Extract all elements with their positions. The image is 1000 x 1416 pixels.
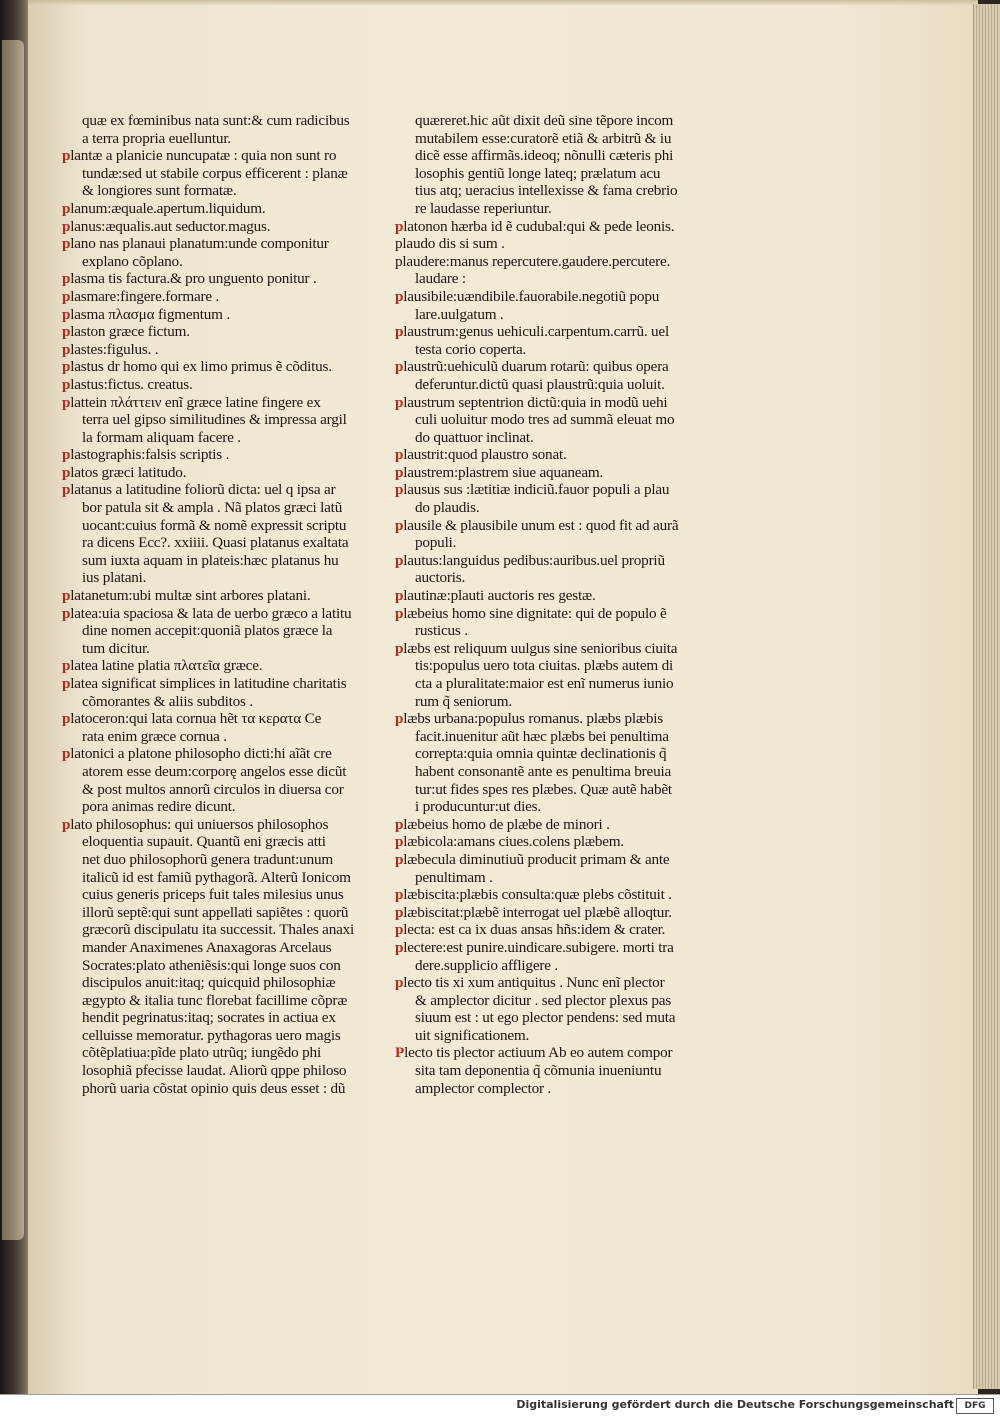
text-line: [395, 640, 755, 658]
line-text: latea:uia spaciosa & lata de uerbo græco a latitu: [70, 604, 352, 622]
line-text: laustrit:quod plaustro sonat.: [403, 446, 567, 464]
line-text: culi uoluitur modo tres ad summã eleuat mo: [415, 411, 675, 429]
rubricated-initial: P: [395, 1044, 405, 1062]
rubricated-initial: p: [395, 463, 404, 481]
line-text: lausus sus :lætitiæ indiciũ.fauor populi a plau: [403, 481, 670, 499]
rubricated-initial: p: [395, 710, 404, 728]
text-line: [395, 182, 755, 200]
line-text: rata enim græce cornua .: [82, 727, 227, 745]
rubricated-initial: p: [62, 358, 71, 376]
line-text: læbicola:amans ciues.colens plæbem.: [403, 833, 625, 851]
text-line: [62, 605, 417, 623]
text-line: [395, 798, 755, 816]
line-text: lasmare:fingere.formare .: [70, 287, 220, 305]
line-text: latea latine platia πλατεῖα græce.: [70, 657, 263, 675]
rubricated-initial: p: [62, 587, 71, 605]
line-text: la formam aliquam facere .: [82, 428, 241, 446]
line-text: cta a pluralitate:maior est enĩ numerus iunio: [415, 675, 674, 692]
text-line: [395, 323, 755, 341]
text-line: [62, 552, 417, 570]
line-text: lautinæ:plauti auctoris res gestæ.: [403, 587, 596, 605]
line-text: lausile & plausibile unum est : quod fit ad aurã: [403, 516, 679, 534]
text-line: [395, 728, 755, 746]
text-line: [395, 657, 755, 675]
line-text: lasma tis factura.& pro unguento ponitur .: [70, 270, 317, 288]
line-text: laudare :: [415, 270, 466, 288]
line-text: ægypto & italia tunc florebat facillime cõpræ: [82, 991, 348, 1009]
text-line: [395, 147, 755, 165]
text-line: [62, 464, 417, 482]
text-line: [62, 112, 417, 130]
line-text: laustrum:genus uehiculi.carpentum.carrũ. uel: [403, 323, 669, 341]
text-line: [395, 165, 755, 183]
line-text: facit.inuenitur aũt hæc plæbs bei penultima: [415, 727, 669, 745]
text-line: [395, 517, 755, 535]
text-line: [395, 218, 755, 236]
line-text: hendit pegrinatus:itaq; socrates in actiua ex: [82, 1009, 336, 1027]
text-line: [62, 165, 417, 183]
text-line: [395, 869, 755, 887]
line-text: plaudere:manus repercutere.gaudere.percutere.: [395, 252, 671, 270]
text-line: [395, 306, 755, 324]
line-text: terra uel gipso similitudines & impressa argil: [82, 411, 347, 429]
line-text: auctoris.: [415, 569, 466, 587]
rubricated-initial: p: [395, 393, 404, 411]
text-line: [395, 781, 755, 799]
line-text: tius atq; ueracius intellexisse & fama crebrio: [415, 182, 678, 200]
text-line: [62, 939, 417, 957]
text-line: [395, 710, 755, 728]
text-line: [395, 851, 755, 869]
line-text: lato philosophus: qui uniuersos philosophos: [70, 815, 329, 833]
line-text: latea significat simplices in latitudine charitatis: [70, 675, 347, 692]
line-text: dere.supplicio affligere .: [415, 956, 558, 974]
line-text: testa corio coperta.: [415, 340, 527, 358]
line-text: latonici a platone philosopho dicti:hi aĩãt cre: [70, 745, 332, 763]
line-text: ra dicens Ecc?. xxiiii. Quasi platanus exaltata: [82, 534, 349, 552]
line-text: rusticus .: [415, 622, 468, 640]
rubricated-initial: p: [395, 639, 404, 657]
text-line: [62, 833, 417, 851]
text-line: [395, 534, 755, 552]
rubricated-initial: p: [395, 446, 404, 464]
line-text: latanetum:ubi multæ sint arbores platani.: [70, 587, 311, 605]
line-text: dine nomen accepit:quoniã platos græce la: [82, 622, 333, 640]
text-line: [62, 657, 417, 675]
line-text: græcorũ discipulatu ita successit. Thales anaxi: [82, 921, 355, 939]
text-line: [395, 675, 755, 693]
text-line: [62, 1044, 417, 1062]
line-text: laustrum septentrion dictũ:quia in modũ uehi: [403, 393, 668, 411]
line-text: lanus:æqualis.aut seductor.magus.: [70, 217, 271, 235]
rubricated-initial: p: [62, 323, 71, 341]
text-line: [62, 394, 417, 412]
text-line: [395, 763, 755, 781]
line-text: lastes:figulus. .: [70, 340, 159, 358]
text-line: [395, 446, 755, 464]
rubricated-initial: p: [62, 270, 71, 288]
text-line: [62, 1009, 417, 1027]
line-text: læbs urbana:populus romanus. plæbs plæbis: [403, 710, 663, 728]
text-line: [62, 816, 417, 834]
line-text: tis:populus uero tota ciuitas. plæbs autem di: [415, 657, 674, 675]
line-text: celluisse memoratur. pythagoras uero magis: [82, 1026, 341, 1044]
line-text: lecto tis xi xum antiquitus . Nunc enĩ plector: [403, 974, 665, 992]
rubricated-initial: p: [62, 604, 71, 622]
right-text-column: [395, 112, 755, 1097]
text-line: [395, 130, 755, 148]
line-text: italicũ id est famiũ pythagorã. Alterũ Ionicom: [82, 868, 351, 886]
text-line: [62, 693, 417, 711]
line-text: cõtẽplatiua:pĩde plato utrũq; iungẽdo phi: [82, 1044, 321, 1062]
line-text: bor patula sit & ampla . Nã platos græci latũ: [82, 499, 343, 517]
text-line: [395, 235, 755, 253]
line-text: læbeius homo de plæbe de minori .: [403, 815, 610, 833]
line-text: læbs est reliquum uulgus sine senioribus ciuita: [403, 639, 678, 657]
text-line: [62, 1027, 417, 1045]
text-line: [62, 974, 417, 992]
text-line: [395, 693, 755, 711]
line-text: net duo philosophorũ genera tradunt:unum: [82, 850, 333, 868]
text-line: [395, 429, 755, 447]
rubricated-initial: p: [62, 199, 71, 217]
text-line: [62, 798, 417, 816]
line-text: lastus:fictus. creatus.: [70, 375, 193, 393]
text-line: [62, 534, 417, 552]
text-line: [62, 446, 417, 464]
line-text: plaudo dis si sum .: [395, 235, 505, 253]
line-text: losophiã pfecisse laudat. Aliorũ qppe philoso: [82, 1062, 347, 1080]
rubricated-initial: p: [395, 358, 404, 376]
text-line: [62, 429, 417, 447]
line-text: re laudasse reperiuntur.: [415, 199, 552, 217]
text-line: [395, 904, 755, 922]
text-line: [395, 1027, 755, 1045]
line-text: explano cõplano.: [82, 252, 183, 270]
text-line: [62, 323, 417, 341]
rubricated-initial: p: [62, 481, 71, 499]
line-text: Socrates:plato atheniẽsis:qui longe suos con: [82, 956, 341, 974]
line-text: læbiscita:plæbis consulta:quæ plebs cõstituit .: [403, 886, 672, 904]
text-line: [395, 1044, 755, 1062]
text-line: [395, 200, 755, 218]
text-line: [62, 341, 417, 359]
line-text: phorũ uaria cõstat opinio quis deus esset : dũ: [82, 1079, 346, 1097]
line-text: lantæ a planicie nuncupatæ : quia non sunt ro: [70, 147, 337, 165]
line-text: laustrũ:uehiculũ duarum rotarũ: quibus opera: [403, 358, 669, 376]
rubricated-initial: p: [395, 974, 404, 992]
text-line: [395, 341, 755, 359]
text-line: [395, 992, 755, 1010]
line-text: læbecula diminutiuũ producit primam & ante: [403, 850, 670, 868]
text-line: [395, 1080, 755, 1098]
line-text: lausibile:uændibile.fauorabile.negotiũ popu: [403, 287, 660, 305]
rubricated-initial: p: [395, 551, 404, 569]
text-line: [62, 675, 417, 693]
text-line: [395, 605, 755, 623]
text-line: [395, 974, 755, 992]
text-line: [62, 640, 417, 658]
line-text: losophis gentiũ longe lateq; prælatum acu: [415, 164, 661, 182]
line-text: & post multos annorũ circulos in diuersa cor: [82, 780, 344, 798]
line-text: penultimam .: [415, 868, 493, 886]
line-text: tur:ut fides spes res plæbes. Quæ autẽ habẽt: [415, 780, 672, 798]
rubricated-initial: p: [62, 657, 71, 675]
text-line: [62, 957, 417, 975]
text-line: [395, 1009, 755, 1027]
line-text: lare.uulgatum .: [415, 305, 504, 323]
line-text: tundæ:sed ut stabile corpus efficerent : planæ: [82, 164, 348, 182]
text-line: [62, 569, 417, 587]
text-line: [395, 622, 755, 640]
line-text: laston græce fictum.: [70, 323, 190, 341]
text-line: [395, 816, 755, 834]
text-line: [62, 851, 417, 869]
line-text: populi.: [415, 534, 457, 552]
text-line: [395, 886, 755, 904]
text-line: [62, 763, 417, 781]
text-line: [395, 411, 755, 429]
text-line: [62, 358, 417, 376]
rubricated-initial: p: [395, 903, 404, 921]
line-text: latanus a latitudine foliorũ dicta: uel q ipsa ar: [70, 481, 336, 499]
line-text: a terra propria euelluntur.: [82, 129, 231, 147]
text-line: [62, 1062, 417, 1080]
text-line: [395, 552, 755, 570]
text-line: [62, 781, 417, 799]
text-line: [62, 869, 417, 887]
line-text: ius platani.: [82, 569, 147, 587]
text-line: [62, 182, 417, 200]
text-line: [62, 200, 417, 218]
text-line: [62, 517, 417, 535]
text-line: [62, 288, 417, 306]
rubricated-initial: p: [395, 886, 404, 904]
line-text: do quattuor inclinat.: [415, 428, 534, 446]
line-text: lasma πλασμα figmentum .: [70, 305, 230, 323]
line-text: tum dicitur.: [82, 639, 150, 657]
text-line: [395, 569, 755, 587]
line-text: læbeius homo sine dignitate: qui de populo ẽ: [403, 604, 667, 622]
rubricated-initial: p: [62, 147, 71, 165]
line-text: sita tam deponentia q̃ cõmunia inueniuntu: [415, 1062, 662, 1080]
rubricated-initial: p: [395, 833, 404, 851]
rubricated-initial: p: [62, 235, 71, 253]
line-text: lattein πλάττειν enĩ græce latine fingere ex: [70, 393, 321, 411]
line-text: siuum est : ut ego plector pendens: sed muta: [415, 1009, 676, 1027]
rubricated-initial: p: [62, 305, 71, 323]
text-line: [395, 833, 755, 851]
text-line: [62, 904, 417, 922]
rubricated-initial: p: [395, 516, 404, 534]
page-top-shadow: [28, 0, 978, 6]
line-text: quæ ex fœminibus nata sunt:& cum radicibus: [82, 112, 350, 129]
line-text: lastographis:falsis scriptis .: [70, 446, 230, 464]
line-text: quæreret.hic aũt dixit deũ sine tẽpore incom: [415, 112, 674, 129]
left-text-column: [62, 112, 417, 1097]
rubricated-initial: p: [395, 921, 404, 939]
line-text: i producuntur:ut dies.: [415, 798, 541, 816]
text-line: [395, 745, 755, 763]
rubricated-initial: p: [395, 604, 404, 622]
rubricated-initial: p: [62, 287, 71, 305]
line-text: lecta: est ca ix duas ansas hñs:idem & crater.: [403, 921, 666, 939]
rubricated-initial: p: [62, 393, 71, 411]
line-text: lanum:æquale.apertum.liquidum.: [70, 199, 266, 217]
line-text: rum q̃ seniorum.: [415, 692, 512, 710]
text-line: [62, 622, 417, 640]
rubricated-initial: p: [395, 287, 404, 305]
rubricated-initial: p: [62, 745, 71, 763]
rubricated-initial: p: [395, 217, 404, 235]
line-text: mander Anaximenes Anaxagoras Arcelaus: [82, 938, 332, 956]
line-text: illorũ septẽ:qui sunt appellati sapiẽtes : quorũ: [82, 903, 349, 921]
funding-credit: Digitalisierung gefördert durch die Deutsche Forschungsgemeinschaft: [516, 1398, 954, 1411]
rubricated-initial: p: [62, 463, 71, 481]
text-line: [395, 587, 755, 605]
rubricated-initial: p: [395, 850, 404, 868]
line-text: lectere:est punire.uindicare.subigere. morti tra: [403, 938, 674, 956]
line-text: correpta:quia omnia quintæ declinationis q̃: [415, 745, 667, 763]
line-text: laustrem:plastrem siue aquaneam.: [403, 463, 604, 481]
line-text: læbiscitat:plæbẽ interrogat uel plæbẽ alloqtur.: [403, 903, 672, 921]
text-line: [62, 1080, 417, 1098]
line-text: sum iuxta aquam in plateis:hæc platanus hu: [82, 551, 339, 569]
line-text: dicẽ esse affirmãs.ideoq; nõnulli cæteris phi: [415, 147, 674, 165]
line-text: amplector complector .: [415, 1079, 552, 1097]
text-line: [62, 130, 417, 148]
rubricated-initial: p: [62, 675, 71, 692]
rubricated-initial: p: [395, 938, 404, 956]
text-line: [395, 253, 755, 271]
text-line: [62, 481, 417, 499]
rubricated-initial: p: [62, 815, 71, 833]
text-line: [62, 921, 417, 939]
line-text: latonon hærba id ẽ cudubal:qui & pede leonis.: [403, 217, 675, 235]
text-line: [395, 1062, 755, 1080]
line-text: uit significationem.: [415, 1026, 530, 1044]
text-line: [395, 112, 755, 130]
text-line: [62, 411, 417, 429]
line-text: lano nas planaui planatum:unde componitur: [70, 235, 329, 253]
rubricated-initial: p: [395, 815, 404, 833]
previous-page-edge: [2, 40, 24, 1240]
text-line: [62, 306, 417, 324]
line-text: atorem esse deum:corporę angelos esse dicũt: [82, 762, 347, 780]
line-text: pora animas redire dicunt.: [82, 798, 236, 816]
line-text: do plaudis.: [415, 499, 480, 517]
text-line: [62, 218, 417, 236]
page-stack-edges: [973, 4, 1000, 1389]
line-text: mutabilem esse:curatorẽ etiã & arbitrũ & iu: [415, 129, 672, 147]
line-text: & amplector dicitur . sed plector plexus pas: [415, 991, 672, 1009]
text-line: [395, 464, 755, 482]
text-line: [395, 358, 755, 376]
text-line: [62, 992, 417, 1010]
text-line: [395, 939, 755, 957]
line-text: deferuntur.dictũ quasi plaustrũ:quia uoluit.: [415, 375, 665, 393]
line-text: & longiores sunt formatæ.: [82, 182, 237, 200]
line-text: latos græci latitudo.: [70, 463, 187, 481]
line-text: cõmorantes & aliis subditos .: [82, 692, 253, 710]
rubricated-initial: p: [395, 587, 404, 605]
text-line: [62, 587, 417, 605]
text-line: [62, 499, 417, 517]
text-line: [395, 270, 755, 288]
line-text: latoceron:qui lata cornua hẽt τα κερατα Ce: [70, 710, 322, 728]
text-line: [395, 921, 755, 939]
text-line: [62, 235, 417, 253]
text-line: [395, 394, 755, 412]
line-text: uocant:cuius formã & nomẽ expressit scriptu: [82, 516, 347, 534]
rubricated-initial: p: [395, 481, 404, 499]
text-line: [62, 886, 417, 904]
rubricated-initial: p: [62, 710, 71, 728]
rubricated-initial: p: [395, 323, 404, 341]
line-text: lastus dr homo qui ex limo primus ẽ cõditus.: [70, 358, 332, 376]
footer-bar: [0, 1394, 1000, 1416]
line-text: habent consonantẽ ante es penultima breuia: [415, 762, 672, 780]
rubricated-initial: p: [62, 446, 71, 464]
dfg-logo: DFG: [956, 1398, 994, 1414]
text-line: [395, 376, 755, 394]
text-line: [62, 376, 417, 394]
text-line: [62, 270, 417, 288]
text-line: [62, 728, 417, 746]
rubricated-initial: p: [62, 375, 71, 393]
text-line: [62, 710, 417, 728]
text-line: [395, 288, 755, 306]
text-line: [395, 499, 755, 517]
line-text: lecto tis plector actiuum Ab eo autem compor: [404, 1044, 673, 1062]
line-text: cuius generis priceps fuit tales milesius unus: [82, 886, 344, 904]
text-line: [395, 957, 755, 975]
line-text: lautus:languidus pedibus:auribus.uel propriũ: [403, 551, 665, 569]
line-text: eloquentia supauit. Quantũ eni græcis atti: [82, 833, 326, 851]
text-line: [395, 481, 755, 499]
text-line: [62, 745, 417, 763]
text-line: [62, 253, 417, 271]
text-line: [62, 147, 417, 165]
line-text: discipulos anuit:itaq; quicquid philosophiæ: [82, 974, 336, 992]
rubricated-initial: p: [62, 340, 71, 358]
rubricated-initial: p: [62, 217, 71, 235]
